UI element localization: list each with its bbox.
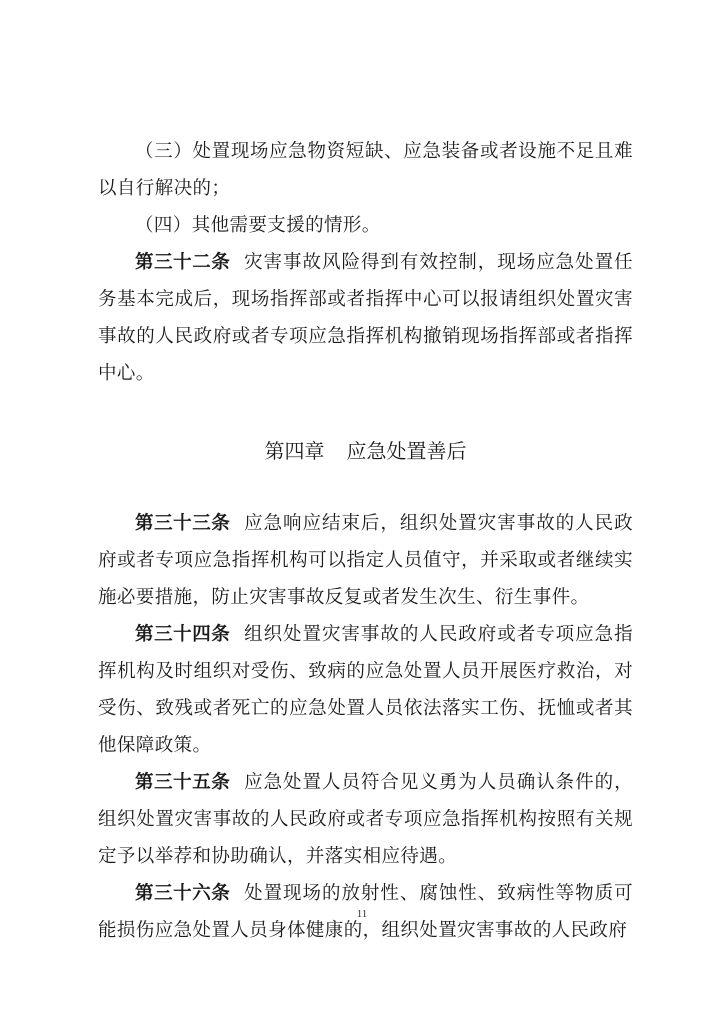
article-number: 第三十二条: [135, 252, 231, 273]
article-number: 第三十六条: [135, 883, 231, 904]
article-text: 应急处置人员符合见义勇为人员确认条件的，组织处置灾害事故的人民政府或者专项应急指挥机构按照有关规定予以举荐和协助确认，并落实相应待遇。: [98, 772, 633, 867]
article-text: 组织处置灾害事故的人民政府或者专项应急指挥机构及时组织对受伤、致病的应急处置人员开展医疗救治，对受伤、致残或者死亡的应急处置人员依法落实工伤、抚恤或者其他保障政策。: [98, 624, 633, 756]
chapter-title: 应急处置善后: [346, 439, 467, 463]
paragraph-item-4: [98, 207, 633, 244]
article-33: [98, 505, 633, 616]
article-text: 灾害事故风险得到有效控制，现场应急处置任务基本完成后，现场指挥部或者指挥中心可以报请组织处置灾害事故的人民政府或者专项应急指挥机构撤销现场指挥部或者指挥中心。: [98, 252, 633, 384]
document-body: [98, 133, 633, 949]
article-number: 第三十四条: [135, 624, 231, 645]
page-number: 11: [356, 908, 368, 920]
paragraph-item-3: [98, 133, 633, 207]
article-35: [98, 764, 633, 875]
article-text: 处置现场的放射性、腐蚀性、致病性等物质可能损伤应急处置人员身体健康的，组织处置灾害事故的人民政府: [98, 883, 633, 941]
paragraph-text: （三）处置现场应急物资短缺、应急装备或者设施不足且难以自行解决的；: [98, 141, 633, 199]
article-number: 第三十五条: [135, 772, 231, 793]
article-34: [98, 616, 633, 764]
article-text: 应急响应结束后，组织处置灾害事故的人民政府或者专项应急指挥机构可以指定人员值守，并采取或者继续实施必要措施，防止灾害事故反复或者发生次生、衍生事件。: [98, 513, 633, 608]
chapter-heading: [98, 433, 633, 470]
article-32: [98, 244, 633, 392]
paragraph-text: （四）其他需要支援的情形。: [135, 215, 381, 236]
chapter-number: 第四章: [264, 439, 325, 463]
article-number: 第三十三条: [135, 513, 231, 534]
